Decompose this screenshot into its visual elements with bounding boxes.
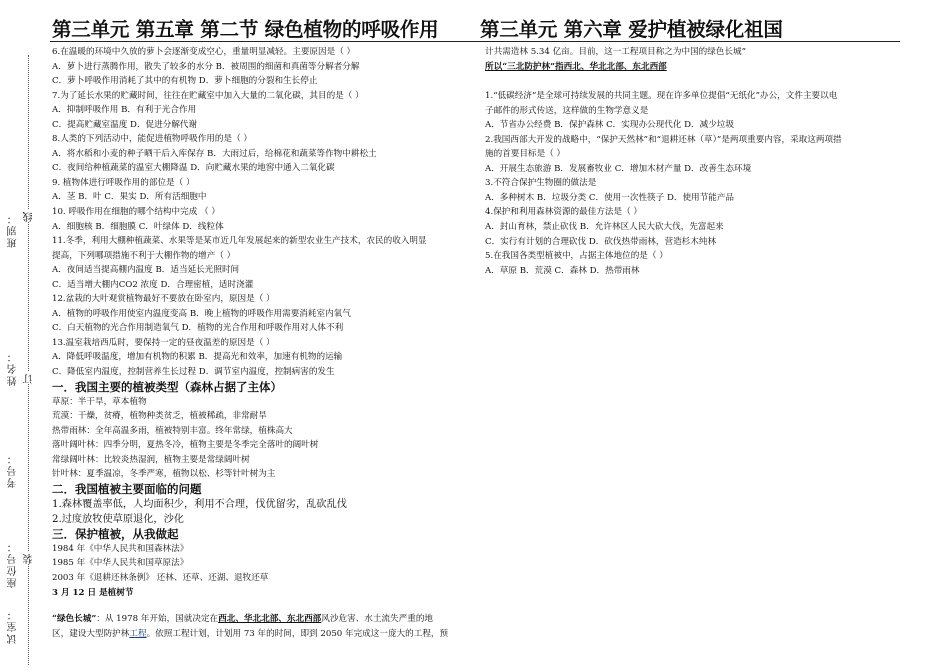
title-right: 第三单元 第六章 爱护植被绿化祖国 [480,18,783,41]
question-line: 提高，下列哪项措施不利于大棚作物的增产（ ） [52,250,236,261]
binding-mark-staple: 订 [24,372,35,384]
law-line: 1984 年《中华人民共和国森林法》 [52,543,189,554]
exam-no-label: 考号： [8,452,19,488]
notes-line: 热带雨林：全年高温多雨，植被特别丰富。终年常绿，植株高大 [52,425,293,436]
left-column [52,45,472,641]
question-line: A．封山育林，禁止砍伐 B．允许林区人民大砍大伐，先富起来 [485,222,724,233]
project-link[interactable]: 工程 [129,628,147,639]
question-line: 2.我国西部大开发的战略中，“保护天然林”和“退耕还林（草）”是两项重要内容，采取这两项措 [485,134,842,145]
question-line: A．多种树木 B．垃圾分类 C．使用一次性筷子 D．使用节能产品 [485,192,735,203]
question-line: A．降低呼吸温度，增加有机物的积累 B．提高光和效率，加速有机物的运输 [52,352,343,363]
great-wall-text: 区，建设大型防护林 [52,628,130,639]
seat-no-label: 座位号： [8,540,19,588]
notes-line: 荒漠：干燥，贫瘠，植物种类贫乏，植被稀疏，非常耐旱 [52,411,267,422]
question-line: 4.保护和利用森林资源的最佳方法是（ ） [485,207,643,218]
great-wall-paragraph-line2 [52,627,472,642]
class-label: 班别： [8,212,19,248]
question-line: A．草原 B．荒漠 C．森林 D．热带雨林 [485,265,640,276]
great-wall-term: “绿色长城” [52,614,97,625]
great-wall-paragraph-line1 [52,612,472,627]
question-line: C．夜间给种植蔬菜的温室大棚降温 D．向贮藏水果的地窖中通入二氧化碳 [52,163,335,174]
question-line: A．细胞核 B．细胞膜 C．叶绿体 D．线粒体 [52,221,224,232]
great-wall-paragraph-line3: 计共需造林 5.34 亿亩。目前，这一工程项目称之为中国的绿色长城” [485,47,747,57]
great-wall-regions: 西北、华北北部、东北西部 [218,614,322,625]
great-wall-text: ：从 1978 年开始，国就决定在 [96,614,219,625]
question-line: 8.人类的下列活动中，能促进植物呼吸作用的是（ ） [52,134,252,145]
question-line: 5.在我国各类型植被中，占据主体地位的是（ ） [485,251,668,262]
notes-line: 1.森林覆盖率低，人均面积少，利用不合理，伐优留劣，乱砍乱伐 [52,498,347,510]
section-heading-vegetation-types: 一．我国主要的植被类型（森林占据了主体） [52,379,282,394]
question-line: A．抑制呼吸作用 B．有利于光合作用 [52,105,197,116]
question-line: 施的首要目标是（ ） [485,149,566,160]
question-line: 12.盆栽的大叶观赏植物最好不要放在卧室内，原因是（ ） [52,294,275,305]
notes-line: 针叶林：夏季温凉，冬季严寒，植物以松、杉等针叶树为主 [52,469,276,480]
question-line: C．白天植物的光合作用制造氧气 D．植物的光合作用和呼吸作用对人体不利 [52,323,344,334]
law-line: 2003 年《退耕还林条例》 还林、还草、还湖、退牧还草 [52,572,269,583]
great-wall-text: 。依照工程计划，计划用 73 年的时间，即到 2050 年完成这一庞大的工程，预 [146,628,449,639]
question-line: A．茎 B．叶 C．果实 D．所有活细胞中 [52,192,207,203]
title-left: 第三单元 第五章 第二节 绿色植物的呼吸作用 [52,18,439,41]
title-rule [50,41,900,42]
question-line: A．夜间适当提高棚内温度 B．适当延长光照时间 [52,265,240,276]
tree-day-line: 3 月 12 日 是植树节 [52,587,134,598]
question-line: C．适当增大棚内CO2 浓度 D．合理密植，适时浇灌 [52,279,254,290]
question-line: 10. 呼吸作用在细胞的哪个结构中完成 （ ） [52,207,220,218]
question-line: 1.“低碳经济”是全球可持续发展的共同主题。现在许多单位提倡“无纸化”办公，文件主要以电 [485,91,838,102]
notes-line: 草原：半干旱，草本植物 [52,396,147,407]
room-label: 试室： [8,608,19,644]
section-heading-problems: 二．我国植被主要面临的问题 [52,481,202,496]
question-line: 11.冬季，利用大棚种植蔬菜、水果等是某市近几年发展起来的新型农业生产技术，农民的收入明显 [52,236,427,247]
question-line: 子邮件的形式传送，这样做的生物学意义是 [485,105,649,116]
question-line: C．实行有计划的合理砍伐 D．砍伐热带雨林，营造杉木纯林 [485,236,717,247]
question-line: A．节省办公经费 B．保护森林 C．实现办公现代化 D．减少垃圾 [485,120,735,131]
question-line: C．降低室内温度，控制营养生长过程 D．调节室内温度，控制病害的发生 [52,367,335,378]
name-label: 姓名： [8,350,19,386]
question-line: 9. 植物体进行呼吸作用的部位是（ ） [52,177,195,188]
question-line: A．萝卜进行蒸腾作用，散失了较多的水分 B．被周围的细菌和真菌等分解者分解 [52,61,360,72]
notes-line: 落叶阔叶林：四季分明，夏热冬冷，植物主要是冬季完全落叶的阔叶树 [52,440,319,451]
binding-mark-line: 线 [24,210,35,222]
question-line: 3.不符合保护生物圈的做法是 [485,178,597,189]
question-line: 13.温室栽培西瓜时，要保持一定的昼夜温差的原因是（ ） [52,337,275,348]
question-line: 7.为了延长水果的贮藏时间，往往在贮藏室中加入大量的二氧化碳，其目的是（ ） [52,90,364,101]
question-line: A．植物的呼吸作用使室内温度变高 B．晚上植物的呼吸作用需要消耗室内氧气 [52,308,351,319]
right-column [485,45,905,278]
question-line: C．提高贮藏室温度 D．促进分解代谢 [52,119,198,130]
question-line: A．开展生态旅游 B．发展畜牧业 C．增加木材产量 D．改善生态环境 [485,163,752,174]
question-line: C．萝卜呼吸作用消耗了其中的有机物 D．萝卜细胞的分裂和生长停止 [52,76,318,87]
binding-dotted-line [28,55,29,665]
binding-margin [0,0,48,671]
notes-line: 常绿阔叶林：比较炎热湿润，植物主要是常绿阔叶树 [52,454,250,465]
law-line: 1985 年《中华人民共和国草原法》 [52,558,189,569]
three-north-note: 所以“三北防护林”指西北、华北北部、东北西部 [485,61,667,72]
notes-line: 2.过度放牧使草原退化，沙化 [52,513,184,525]
question-line: A．将水稻和小麦的种子晒干后入库保存 B．大雨过后，给棉花和蔬菜等作物中耕松土 [52,148,377,159]
section-heading-protection: 三．保护植被，从我做起 [52,526,179,541]
great-wall-text: 风沙危害、水土流失严重的地 [321,614,434,625]
binding-mark-bind: 装 [24,552,35,564]
question-line: 6.在温暖的环境中久放的萝卜会逐渐变成空心，重量明显减轻。主要原因是（ ） [52,47,356,57]
